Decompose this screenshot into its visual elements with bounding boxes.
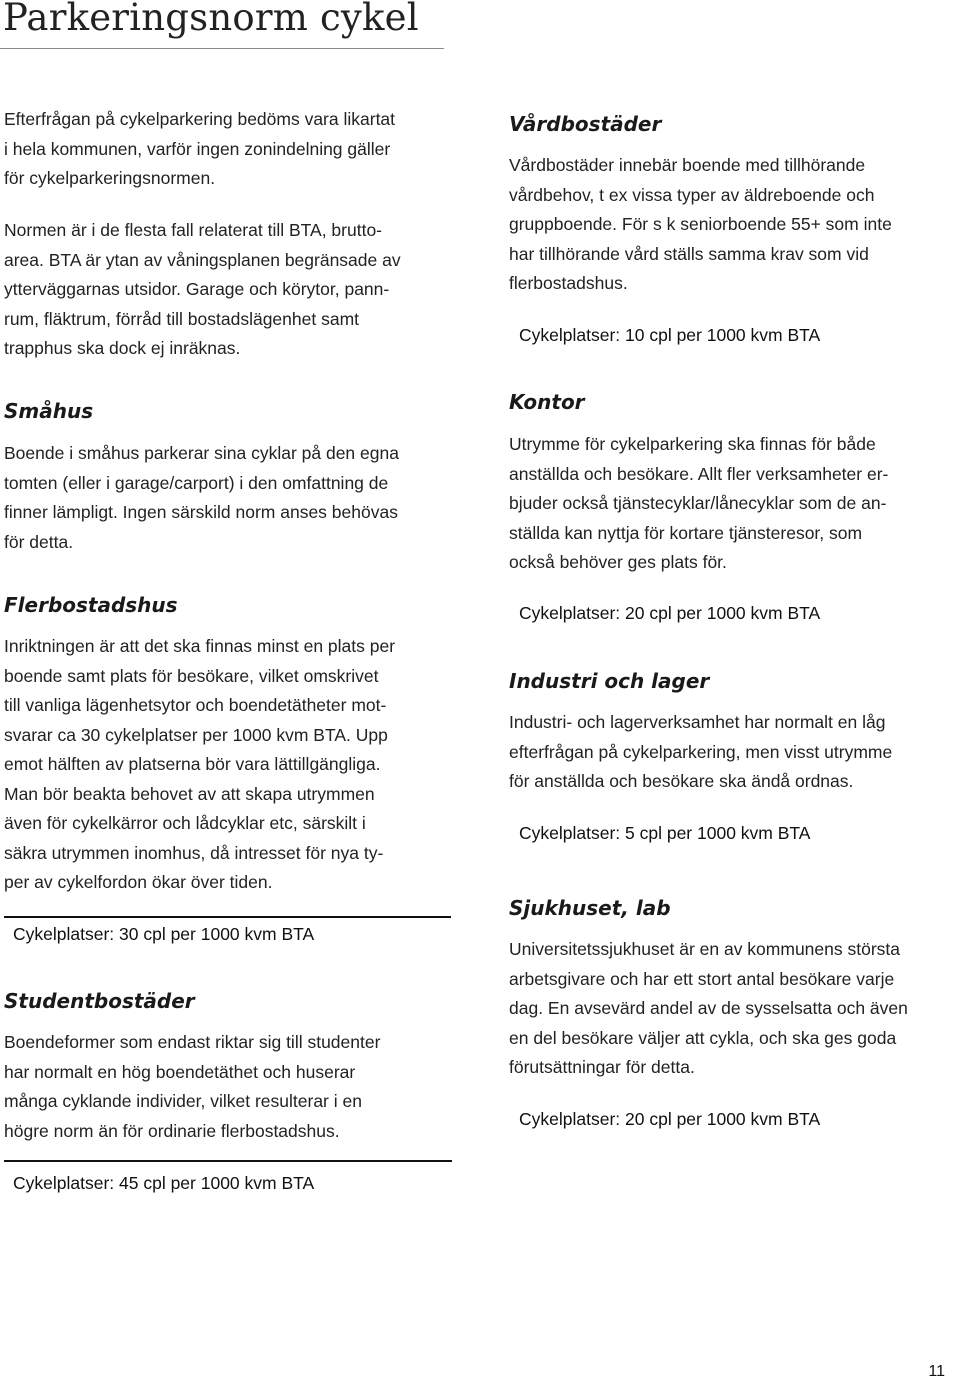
flerbostadshus-paragraph — [4, 632, 395, 898]
text-line: har normalt en hög boendetäthet och huserar — [4, 1061, 356, 1082]
text-line: Vårdbostäder innebär boende med tillhörande — [509, 155, 866, 175]
text-line: Universitetssjukhuset är en av kommunens största — [509, 939, 900, 959]
text-line: ställda kan nyttja för kortare tjänsteresor, som — [509, 522, 863, 543]
heading-sjukhuset: Sjukhuset, lab — [509, 896, 671, 920]
text-line: emot hälften av platserna bör vara lättillgängliga. — [4, 754, 381, 774]
heading-kontor: Kontor — [509, 390, 585, 414]
text-line: vårdbehov, t ex vissa typer av äldreboende och — [509, 184, 875, 205]
text-line: Boende i småhus parkerar sina cyklar på den egna — [4, 443, 399, 463]
text-line: Normen är i de flesta fall relaterat till BTA, brutto- — [4, 220, 383, 240]
text-line: för anställda och besökare ska ändå ordnas. — [509, 771, 854, 791]
sjukhuset-paragraph — [509, 935, 908, 1083]
heading-smahus: Småhus — [4, 399, 94, 423]
text-line: också behöver ges plats för. — [509, 552, 727, 572]
heading-industri: Industri och lager — [509, 669, 710, 693]
text-line: svarar ca 30 cykelplatser per 1000 kvm BTA. Upp — [4, 724, 388, 745]
text-line: trapphus ska dock ej inräknas. — [4, 338, 241, 358]
divider-flerbostadshus — [4, 916, 451, 918]
text-line: arbetsgivare och har ett stort antal besökare varje — [509, 968, 895, 989]
text-line: per av cykelfordon ökar över tiden. — [4, 872, 273, 892]
text-line: Boendeformer som endast riktar sig till studenter — [4, 1032, 381, 1052]
text-line: rum, fläktrum, förråd till bostadslägenhet samt — [4, 308, 360, 329]
text-line: flerbostadshus. — [509, 273, 628, 293]
norm-kontor: Cykelplatser: 20 cpl per 1000 kvm BTA — [519, 603, 821, 623]
intro-paragraph-2 — [4, 216, 401, 364]
text-line: dag. En avsevärd andel av de sysselsatta och även — [509, 998, 908, 1018]
smahus-paragraph — [4, 439, 399, 557]
kontor-paragraph — [509, 430, 888, 578]
text-line: säkra utrymmen inomhus, då intresset för nya ty- — [4, 842, 384, 863]
industri-paragraph — [509, 708, 892, 797]
text-line: till vanliga lägenhetsytor och boendetätheter mot- — [4, 695, 387, 715]
text-line: även för cykelkärror och lådcyklar etc, särskilt i — [4, 813, 366, 833]
text-line: många cyklande individer, vilket resulterar i en — [4, 1091, 362, 1111]
title-divider — [0, 48, 444, 49]
text-line: boende samt plats för besökare, vilket omskrivet — [4, 665, 379, 686]
text-line: tomten (eller i garage/carport) i den omfattning de — [4, 472, 389, 493]
text-line: bjuder också tjänstecyklar/lånecyklar som de an- — [509, 493, 887, 513]
norm-sjukhuset: Cykelplatser: 20 cpl per 1000 kvm BTA — [519, 1109, 821, 1129]
heading-flerbostadshus: Flerbostadshus — [4, 593, 178, 617]
heading-studentbostader: Studentbostäder — [4, 989, 195, 1013]
text-line: Inriktningen är att det ska finnas minst en plats per — [4, 636, 396, 656]
text-line: har tillhörande vård ställs samma krav som vid — [509, 243, 869, 264]
text-line: för detta. — [4, 531, 74, 552]
divider-studentbostader — [4, 1160, 452, 1162]
text-line: ytterväggarnas utsidor. Garage och körytor, pann- — [4, 279, 390, 299]
text-line: en del besökare väljer att cykla, och ska ges goda — [509, 1027, 897, 1048]
text-line: högre norm än för ordinarie flerbostadshus. — [4, 1120, 340, 1141]
norm-studentbostader: Cykelplatser: 45 cpl per 1000 kvm BTA — [13, 1173, 315, 1193]
text-line: i hela kommunen, varför ingen zonindelning gäller — [4, 138, 391, 159]
text-line: gruppboende. För s k seniorboende 55+ som inte — [509, 214, 892, 234]
text-line: area. BTA är ytan av våningsplanen begränsade av — [4, 249, 401, 270]
text-line: efterfrågan på cykelparkering, men visst utrymme — [509, 741, 893, 762]
heading-vardbostader: Vårdbostäder — [509, 112, 662, 136]
text-line: Utrymme för cykelparkering ska finnas för både — [509, 434, 876, 454]
text-line: Man bör beakta behovet av att skapa utrymmen — [4, 783, 375, 804]
text-line: anställda och besökare. Allt fler verksamheter er- — [509, 463, 889, 484]
vardbostader-paragraph — [509, 151, 892, 299]
text-line: Efterfrågan på cykelparkering bedöms vara likartat — [4, 109, 396, 129]
norm-industri: Cykelplatser: 5 cpl per 1000 kvm BTA — [519, 823, 811, 843]
norm-vardbostader: Cykelplatser: 10 cpl per 1000 kvm BTA — [519, 325, 821, 345]
intro-paragraph-1 — [4, 105, 395, 194]
text-line: finner lämpligt. Ingen särskild norm anses behövas — [4, 502, 398, 522]
page-title: Parkeringsnorm cykel — [3, 0, 419, 39]
studentbostader-paragraph — [4, 1028, 380, 1146]
norm-flerbostadshus: Cykelplatser: 30 cpl per 1000 kvm BTA — [13, 924, 315, 944]
text-line: förutsättningar för detta. — [509, 1057, 695, 1077]
text-line: för cykelparkeringsnormen. — [4, 168, 216, 188]
text-line: Industri- och lagerverksamhet har normalt en låg — [509, 712, 886, 732]
page-number: 11 — [928, 1363, 945, 1380]
